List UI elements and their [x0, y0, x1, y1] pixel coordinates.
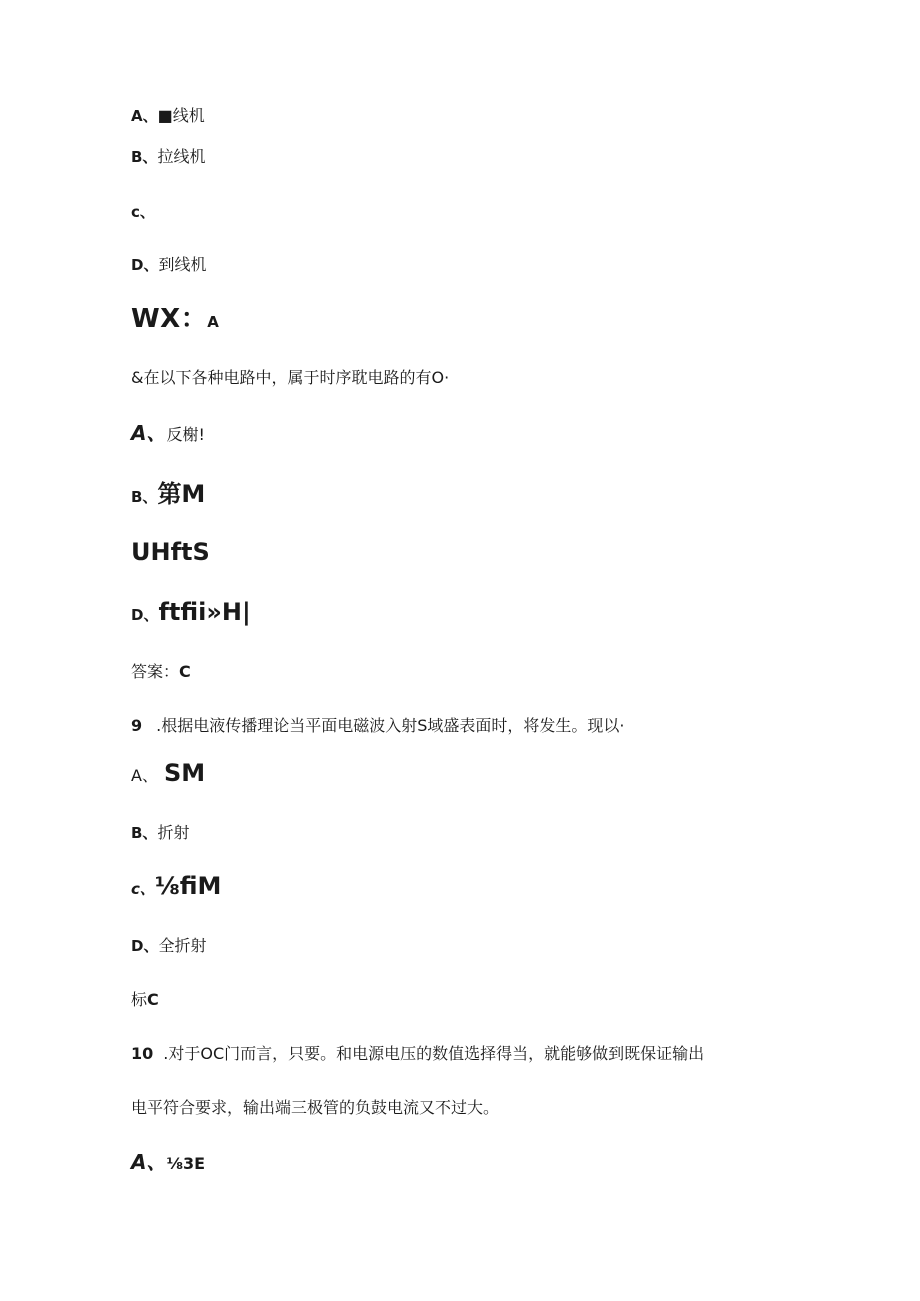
option-b-line [131, 149, 205, 165]
q9-answer-value: C [147, 990, 159, 1009]
question-9-number: 9 [131, 716, 143, 735]
q8-answer-value: C [179, 662, 191, 681]
question-10-number: 10 [131, 1044, 154, 1063]
q9-option-b-label: B、 [131, 824, 158, 842]
q9-option-a-text: SM [163, 759, 206, 787]
option-d-line [131, 257, 206, 273]
answer-line [131, 306, 219, 332]
q9-option-b-text: 折射 [157, 823, 190, 842]
q9-option-c-line [131, 874, 221, 898]
q8-option-a-label: A、 [131, 421, 167, 445]
q8-option-c-line [131, 540, 210, 564]
q8-option-d-label: D、 [131, 606, 159, 624]
q8-option-d-text: ftfii»H| [158, 598, 251, 626]
q9-option-c-text: ⅛fiM [154, 872, 222, 900]
q9-option-d-label: D、 [131, 937, 159, 955]
q8-answer-label: 答案： [131, 662, 180, 681]
q10-option-a-label: A、 [131, 1150, 167, 1174]
question-10-text [131, 1046, 704, 1062]
option-b-text: 拉线机 [157, 147, 206, 166]
question-8-body: &在以下各种电路中，属于时序耽电路的有O· [131, 368, 450, 387]
q8-option-a-text: 反榭! [166, 425, 205, 444]
option-b-label: B、 [131, 148, 158, 166]
q9-option-b-line [131, 825, 189, 841]
q9-option-d-text: 全折射 [158, 936, 207, 955]
q8-option-c-text: UHftS [131, 538, 210, 566]
q9-option-a-label: A、 [131, 766, 158, 785]
question-10-body: .对于OC门而言，只要。和电源电压的数值选择得当，就能够做到既保证输出 [163, 1044, 705, 1063]
q8-answer-line [131, 664, 191, 680]
question-10-body-2: 电平符合要求，输出端三极管的负鼓电流又不过大。 [131, 1098, 500, 1117]
option-c-label: c、 [131, 203, 155, 221]
q10-option-a-text: ⅛3E [166, 1154, 206, 1173]
answer-value: A [207, 313, 219, 331]
q8-option-b-line [131, 482, 205, 506]
q8-option-b-label: B、 [131, 488, 158, 506]
option-d-label: D、 [131, 256, 159, 274]
question-9-body: .根据电液传播理论当平面电磁波入射S域盛表面时，将发生。现以· [156, 716, 625, 735]
option-c-line [131, 204, 155, 220]
q9-option-a-line [131, 761, 205, 785]
answer-label: WX： [131, 304, 208, 334]
q9-answer-label: 标 [131, 990, 148, 1009]
q8-option-d-line [131, 600, 251, 624]
question-10-continuation [131, 1100, 499, 1116]
q8-option-b-text: 第M [157, 480, 206, 508]
option-d-text: 到线机 [158, 255, 207, 274]
q10-option-a-line [131, 1152, 205, 1172]
option-a-label: A、 [131, 107, 158, 125]
q8-option-a-line [131, 423, 205, 443]
question-9-text [131, 718, 624, 734]
question-8-text [131, 370, 449, 386]
q9-option-d-line [131, 938, 206, 954]
q9-answer-line [131, 992, 159, 1008]
option-a-line [131, 108, 205, 124]
q9-option-c-label: c、 [131, 880, 155, 898]
option-a-text: ■线机 [157, 106, 205, 125]
